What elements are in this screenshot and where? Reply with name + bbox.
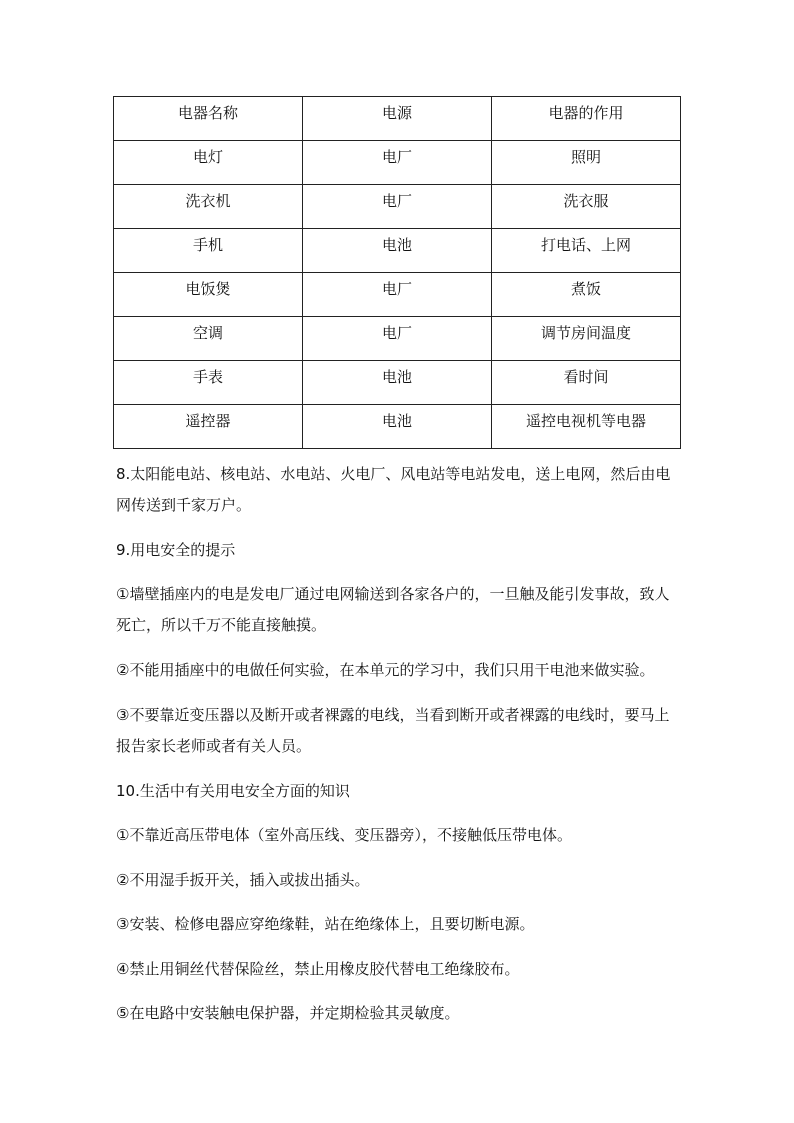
heading-safety-knowledge: 10.生活中有关用电安全方面的知识: [116, 782, 350, 800]
table-cell: 电厂: [303, 317, 492, 361]
safety-knowledge-item: ①不靠近高压带电体（室外高压线、变压器旁），不接触低压带电体。: [116, 826, 572, 844]
header-appliance-use: 电器的作用: [492, 97, 681, 141]
table-row: [114, 317, 681, 361]
table-row: [114, 141, 681, 185]
table-row: [114, 405, 681, 449]
safety-knowledge-item: ②不用湿手扳开关，插入或拔出插头。: [116, 871, 370, 889]
table-row: [114, 185, 681, 229]
table-cell: 电厂: [303, 273, 492, 317]
table-cell: 电灯: [114, 141, 303, 185]
table-cell: 遥控器: [114, 405, 303, 449]
table-cell: 洗衣机: [114, 185, 303, 229]
safety-knowledge-item: ④禁止用铜丝代替保险丝，禁止用橡皮胶代替电工绝缘胶布。: [116, 960, 520, 978]
table-cell: 打电话、上网: [492, 229, 681, 273]
table-cell: 看时间: [492, 361, 681, 405]
table-cell: 洗衣服: [492, 185, 681, 229]
table-cell: 电厂: [303, 141, 492, 185]
safety-tip-item: ②不能用插座中的电做任何实验，在本单元的学习中，我们只用干电池来做实验。: [116, 661, 655, 679]
header-power-source: 电源: [303, 97, 492, 141]
table-row: [114, 229, 681, 273]
table-cell: 电池: [303, 405, 492, 449]
safety-tip-item: ③不要靠近变压器以及断开或者裸露的电线，当看到断开或者裸露的电线时，要马上报告家长老师或者有关人员。: [116, 706, 670, 755]
table-cell: 电池: [303, 229, 492, 273]
safety-knowledge-item: ③安装、检修电器应穿绝缘鞋，站在绝缘体上，且要切断电源。: [116, 915, 535, 933]
safety-tip-item: ①墙壁插座内的电是发电厂通过电网输送到各家各户的，一旦触及能引发事故，致人死亡，所以千万不能直接触摸。: [116, 585, 670, 634]
table-row: [114, 273, 681, 317]
appliance-table: [113, 96, 681, 449]
table-cell: 遥控电视机等电器: [492, 405, 681, 449]
table-row: [114, 361, 681, 405]
table-cell: 电池: [303, 361, 492, 405]
table-cell: 手表: [114, 361, 303, 405]
table-cell: 电饭煲: [114, 273, 303, 317]
paragraph-power-stations: 8.太阳能电站、核电站、水电站、火电厂、风电站等电站发电，送上电网，然后由电网传送到千家万户。: [116, 465, 671, 514]
table-cell: 调节房间温度: [492, 317, 681, 361]
heading-safety-tips: 9.用电安全的提示: [116, 541, 236, 559]
table-header-row: [114, 97, 681, 141]
safety-knowledge-item: ⑤在电路中安装触电保护器，并定期检验其灵敏度。: [116, 1004, 460, 1022]
table-cell: 手机: [114, 229, 303, 273]
table-cell: 照明: [492, 141, 681, 185]
table-cell: 电厂: [303, 185, 492, 229]
header-appliance-name: 电器名称: [114, 97, 303, 141]
table-cell: 煮饭: [492, 273, 681, 317]
table-cell: 空调: [114, 317, 303, 361]
